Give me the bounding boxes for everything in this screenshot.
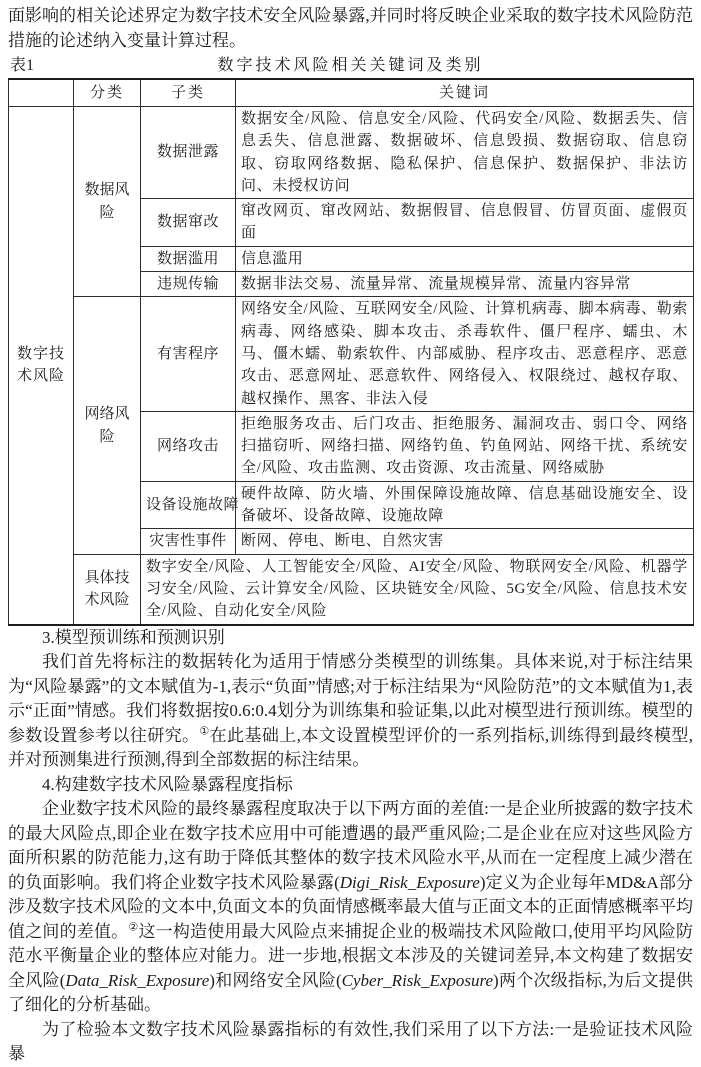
keywords-cell: 窜改网页、窜改网站、数据假冒、信息假冒、仿冒页面、虚假页面 [236, 199, 694, 247]
section4-paragraph-1 [8, 797, 693, 1018]
subcategory-cell: 违规传输 [141, 272, 236, 297]
section4-paragraph-2 [8, 1018, 693, 1067]
section3-paragraph [8, 650, 693, 773]
variable-name: Cyber_Risk_Exposure [341, 970, 494, 990]
footnote-ref: ① [199, 724, 210, 737]
table-label: 表1 [10, 57, 35, 74]
risk-keyword-table [8, 78, 694, 626]
keywords-cell: 数据安全/风险、信息安全/风险、代码安全/风险、数据丢失、信息丢失、信息泄露、数据破坏、信息毁损、数据窃取、信息窃取、窃取网络数据、隐私保护、信息保护、数据保护、非法访问、未授权访问 [236, 107, 694, 199]
header-keywords: 关键词 [236, 79, 694, 107]
subcategory-cell: 灾害性事件 [141, 529, 236, 554]
subcategory-cell: 设备设施故障 [141, 481, 236, 529]
text-run: 为了检验本文数字技术风险暴露指标的有效性,我们采用了以下方法:一是验证技术风险暴 [8, 1019, 693, 1064]
keywords-cell: 数据非法交易、流量异常、流量规模异常、流量内容异常 [236, 272, 694, 297]
subcategory-cell: 数据泄露 [141, 107, 236, 199]
keywords-cell: 拒绝服务攻击、后门攻击、拒绝服务、漏洞攻击、弱口令、网络扫描窃听、网络扫描、网络钓鱼、钓鱼网站、网络干扰、系统安全/风险、攻击监测、攻击资源、攻击流量、网络威胁 [236, 411, 694, 481]
footnote-ref: ② [128, 920, 139, 933]
section4-heading: 4.构建数字技术风险暴露程度指标 [42, 774, 293, 794]
table-title: 数字技术风险相关关键词及类别 [217, 57, 484, 74]
root-category-cell: 数字技术风险 [9, 107, 74, 625]
text-run: )两个次级指标,为后文提供了细化的分析基础。 [8, 970, 693, 1015]
keywords-cell: 数字安全/风险、人工智能安全/风险、AI安全/风险、物联网安全/风险、机器学习安全/风险、云计算安全/风险、区块链安全/风险、5G安全/风险、信息技术安全/风险、自动化安全/风险 [141, 554, 694, 624]
text-run: 我们首先将标注的数据转化为适用于情感分类模型的训练集。具体来说,对于标注结果为“风险暴露”的文本赋值为-1,表示“负面”情感;对于标注结果为“风险防范”的文本赋值为1,表示“正面”情感。我们将数据按0.6:0.4划分为训练集和验证集,以此对模型进行预训练。模型的参数设置参考以往研究。 [8, 652, 693, 745]
variable-name: Digi_Risk_Exposure [339, 872, 480, 892]
risk-table-body [9, 107, 694, 625]
table-header-row [9, 79, 694, 107]
subcategory-cell: 网络攻击 [141, 411, 236, 481]
keywords-cell: 硬件故障、防火墙、外围保障设施故障、信息基础设施安全、设备破坏、设备故障、设施故障 [236, 481, 694, 529]
text-run: 企业数字技术风险的最终暴露程度取决于以下两方面的差值:一是企业所披露的数字技术的最大风险点,即企业在数字技术应用中可能遭遇的最严重风险;二是企业在应对这些风险方面所积累的防范能力,这有助于降低其整体的数字技术风险水平,从而在一定程度上减少潜在的负面影响。我们将企业数字技术风险暴露( [8, 799, 693, 892]
table-row [9, 107, 694, 199]
keywords-cell: 断网、停电、断电、自然灾害 [236, 529, 694, 554]
keywords-cell: 信息滥用 [236, 246, 694, 271]
variable-name: Data_Risk_Exposure [65, 970, 210, 990]
category-cell: 数据风险 [74, 107, 141, 297]
intro-paragraph: 面影响的相关论述界定为数字技术安全风险暴露,并同时将反映企业采取的数字技术风险防范措施的论述纳入变量计算过程。 [8, 6, 693, 50]
subcategory-cell: 数据窜改 [141, 199, 236, 247]
text-run: )和网络安全风险( [209, 970, 342, 990]
section3-heading: 3.模型预训练和预测识别 [42, 627, 225, 647]
keywords-cell: 网络安全/风险、互联网安全/风险、计算机病毒、脚本病毒、勒索病毒、网络感染、脚本攻击、杀毒软件、僵尸程序、蠕虫、木马、僵木蠕、勒索软件、内部威胁、程序攻击、恶意程序、恶意攻击、恶意网址、恶意软件、网络侵入、权限绕过、越权存取、越权操作、黑客、非法入侵 [236, 297, 694, 411]
subcategory-cell: 数据滥用 [141, 246, 236, 271]
table-row [9, 297, 694, 411]
text-run: )定义为企业每年MD&A部分涉及数字技术风险的文本中,负面文本的负面情感概率最大值与正面文本的正面情感概率平均值之间的差值。 [8, 872, 693, 941]
category-cell: 网络风险 [74, 297, 141, 554]
table-row [9, 554, 694, 624]
text-run: 这一构造使用最大风险点来捕捉企业的极端技术风险敞口,使用平均风险防范水平衡量企业的整体应对能力。进一步地,根据文本涉及的关键词差异,本文构建了数据安全风险( [8, 921, 694, 990]
header-category: 分类 [74, 79, 141, 107]
subcategory-cell: 有害程序 [141, 297, 236, 411]
header-corner-cell [9, 79, 74, 107]
table-caption [8, 54, 693, 78]
category-cell: 具体技术风险 [74, 554, 141, 624]
header-subcategory: 子类 [141, 79, 236, 107]
text-run: 在此基础上,本文设置模型评价的一系列指标,训练得到最终模型,并对预测集进行预测,得到全部数据的标注结果。 [8, 725, 694, 770]
